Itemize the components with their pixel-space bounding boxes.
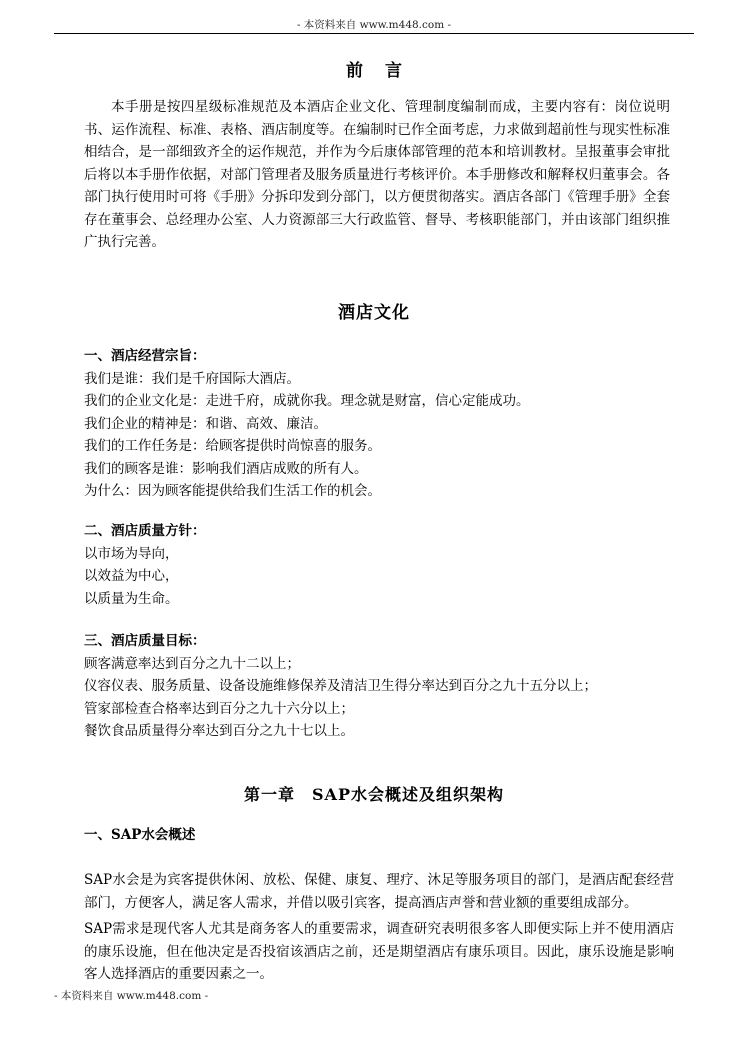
list-item: 我们的顾客是谁：影响我们酒店成败的所有人。 — [84, 460, 368, 477]
page-header-source: - 本资料来自 www.m448.com - — [296, 19, 452, 31]
section-heading: 二、酒店质量方针： — [84, 523, 206, 539]
culture-section-quality-policy — [84, 520, 684, 610]
chapter-paragraph — [84, 918, 674, 986]
preface-title: 前言 — [346, 61, 424, 81]
chapter-section-overview — [84, 824, 674, 990]
page-footer-source: - 本资料来自 www.m448.com - — [54, 990, 209, 1002]
chapter-paragraph-text: SAP需求是现代客人尤其是商务客人的重要需求，调查研究表明很多客人即便实际上并不使用酒店的康乐设施，但在他决定是否投宿该酒店之前，还是期望酒店有康乐项目。因此，康乐设施是影响客人选择酒店的重要因素之一。 — [84, 921, 674, 982]
list-item: 我们的工作任务是：给顾客提供时尚惊喜的服务。 — [84, 438, 381, 454]
list-item: 我们企业的精神是：和谐、高效、廉洁。 — [84, 415, 327, 432]
list-item: 仪容仪表、服务质量、设备设施维修保养及清洁卫生得分率达到百分之九十五分以上； — [84, 678, 597, 694]
header-divider — [54, 33, 694, 34]
list-item: 管家部检查合格率达到百分之九十六分以上； — [84, 700, 354, 717]
section-heading: 三、酒店质量目标： — [84, 633, 206, 649]
list-item: 为什么：因为顾客能提供给我们生活工作的机会。 — [84, 483, 381, 499]
chapter-paragraph-text: SAP水会是为宾客提供休闲、放松、保健、康复、理疗、沐足等服务项目的部门，是酒店配套经营部门，方便客人，满足客人需求，并借以吸引宾客，提高酒店声誉和营业额的重要组成部分。 — [84, 872, 674, 911]
culture-section-quality-goals — [84, 630, 684, 743]
section-heading: 一、SAP水会概述 — [84, 827, 196, 843]
chapter-paragraph — [84, 847, 674, 915]
chapter-title: 第一章 SAP水会概述及组织架构 — [243, 785, 504, 804]
list-item: 餐饮食品质量得分率达到百分之九十七以上。 — [84, 723, 354, 739]
culture-section-mission — [84, 345, 684, 503]
list-item: 我们是谁：我们是千府国际大酒店。 — [84, 370, 300, 387]
list-item: 顾客满意率达到百分之九十二以上； — [84, 655, 300, 672]
list-item: 以质量为生命。 — [84, 590, 179, 607]
culture-title: 酒店文化 — [338, 303, 410, 323]
list-item: 以市场为导向， — [84, 545, 179, 562]
list-item: 我们的企业文化是：走进千府，成就你我。理念就是财富，信心定能成功。 — [84, 393, 530, 409]
list-item: 以效益为中心， — [84, 568, 179, 584]
preface-body: 本手册是按四星级标准规范及本酒店企业文化、管理制度编制而成，主要内容有：岗位说明书、运作流程、标准、表格、酒店制度等。在编制时已作全面考虑，力求做到超前性与现实性标准相结合，是一部细致齐全的运作规范，并作为今后康体部管理的范本和培训教材。呈报董事会审批后将以本手册作依据，对部门管理者及服务质量进行考核评价。本手册修改和解释权归董事会。各部门执行使用时可将《手册》分拆印发到分部门，以方便贯彻落实。酒店各部门《管理手册》全套存在董事会、总经理办公室、人力资源部三大行政监管、督导、考核职能部门，并由该部门组织推广执行完善。 — [84, 99, 670, 250]
section-heading: 一、酒店经营宗旨： — [84, 348, 206, 364]
